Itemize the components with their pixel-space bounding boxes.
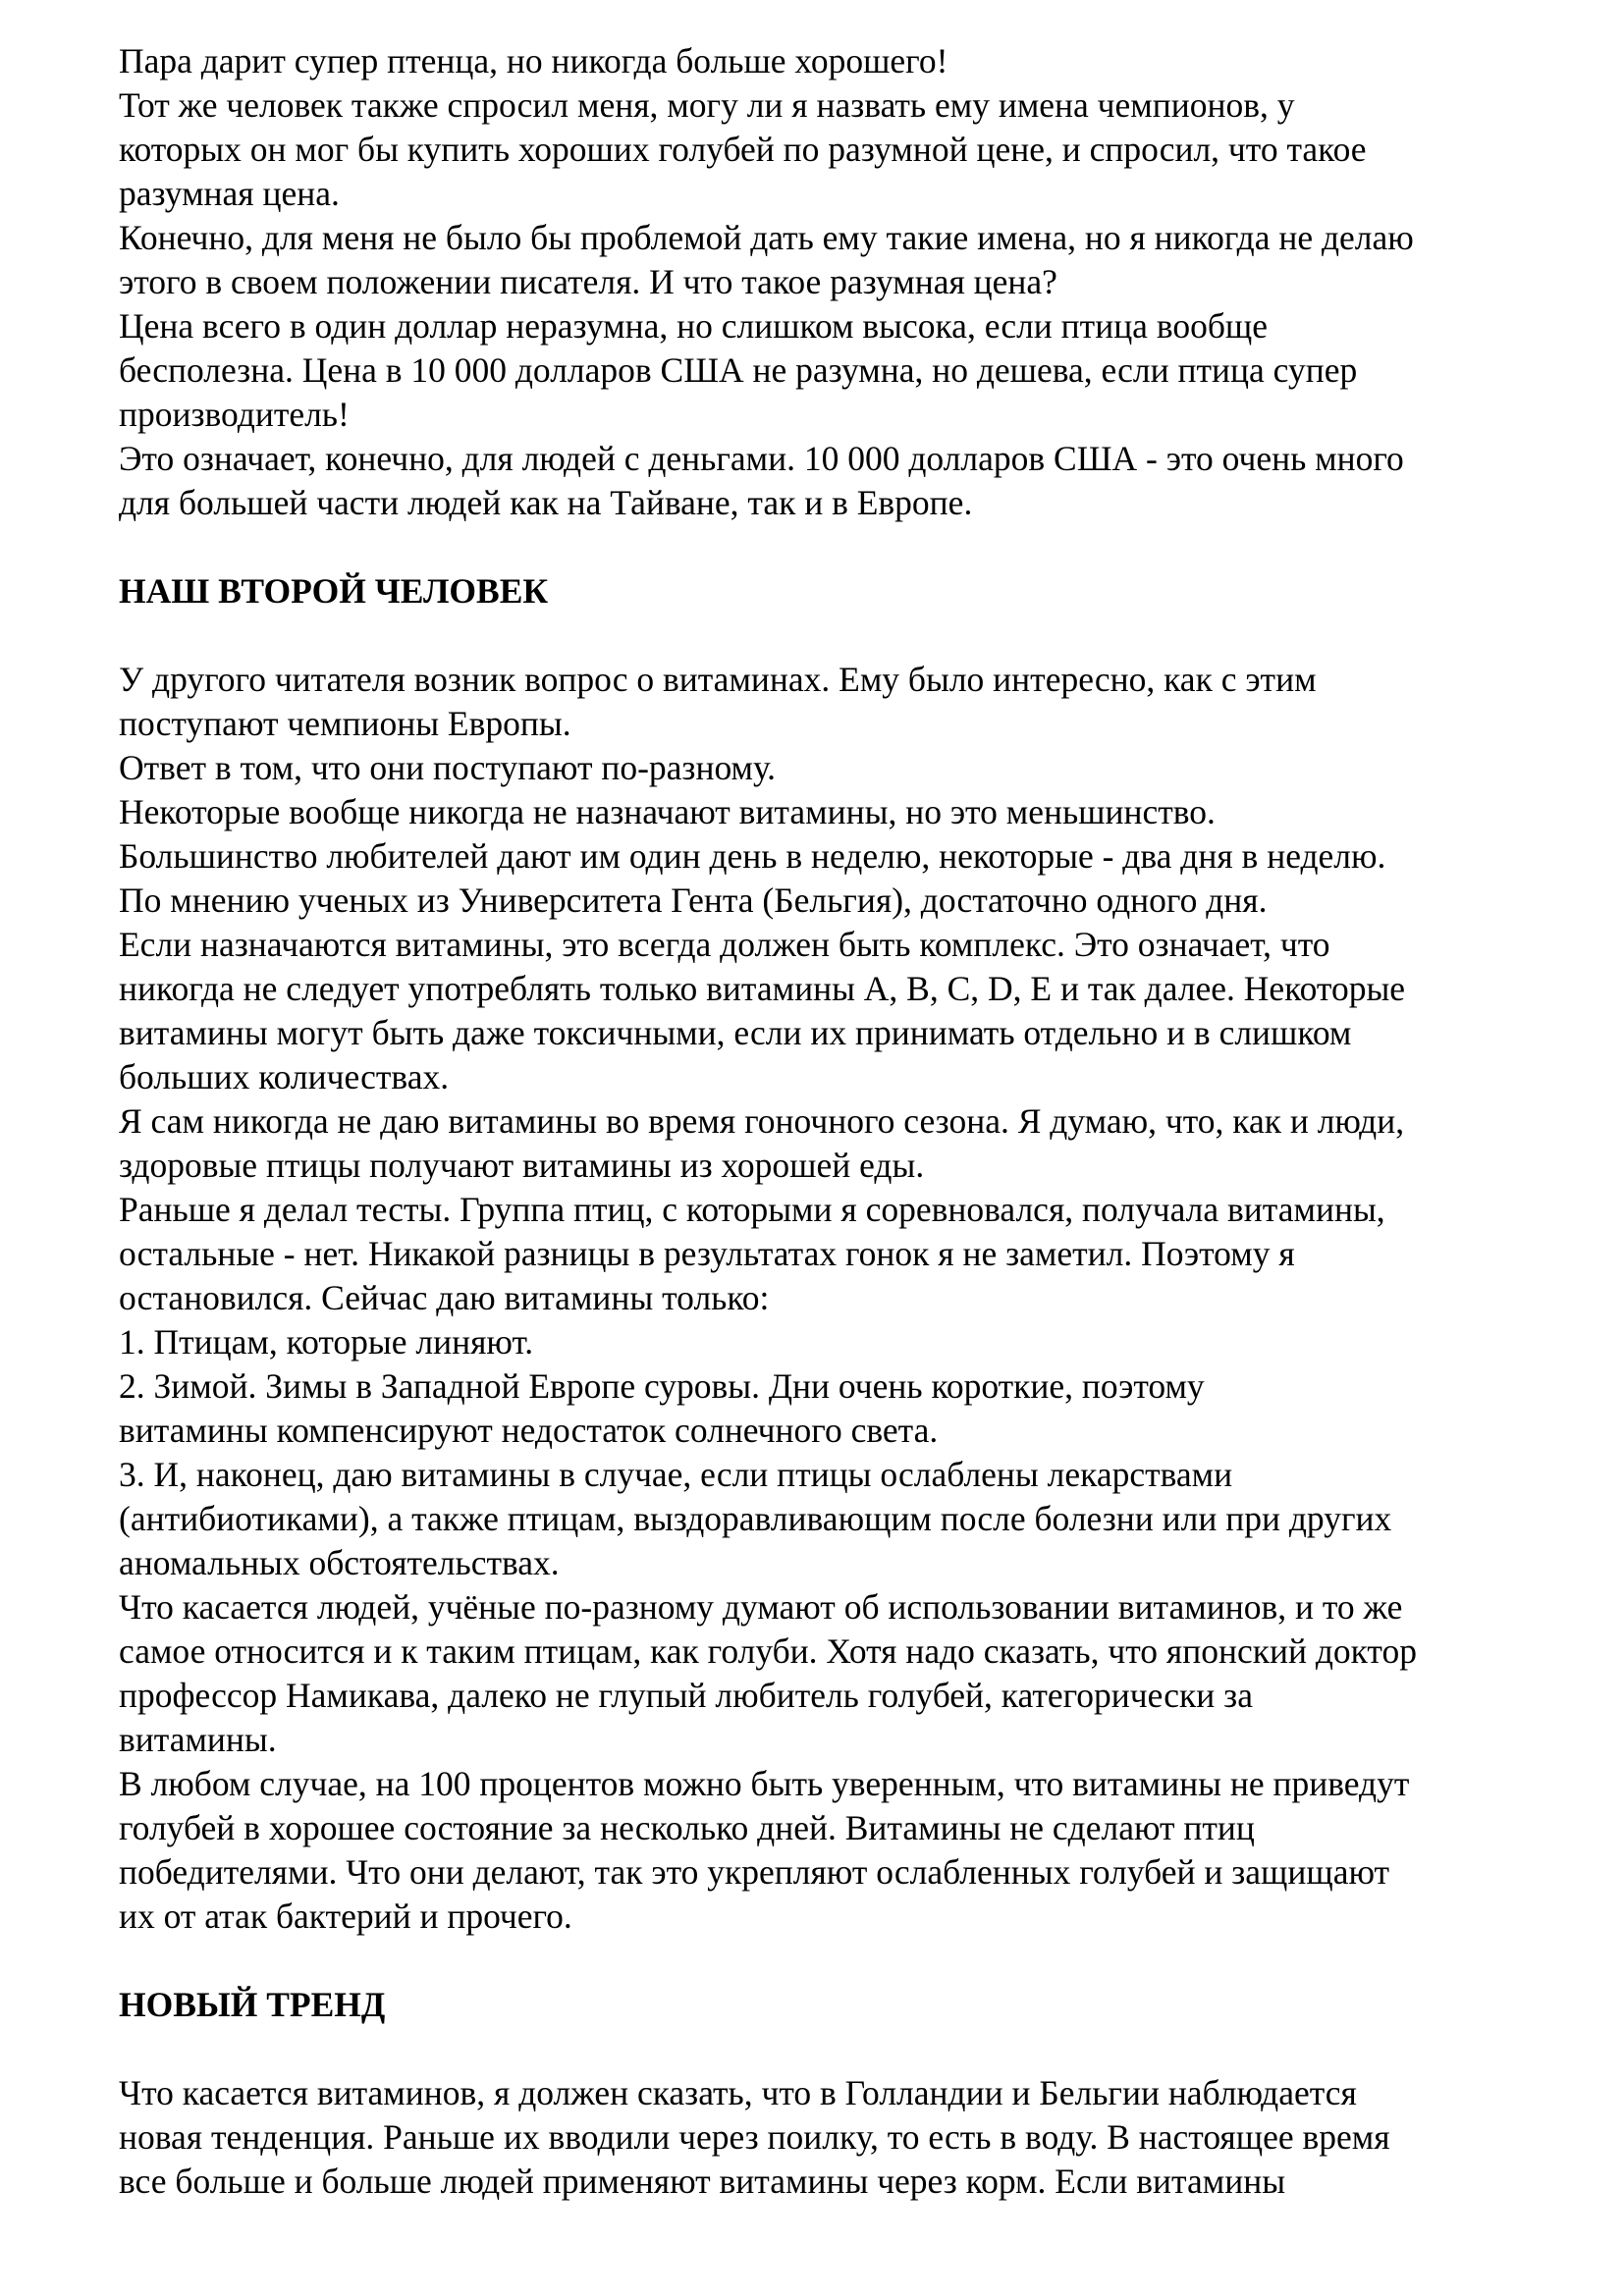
- text-line: Что касается людей, учёные по-разному думают об использовании витаминов, и то же: [119, 1587, 1403, 1627]
- text-line: Пара дарит супер птенца, но никогда больше хорошего!: [119, 41, 948, 80]
- text-line: профессор Намикава, далеко не глупый любитель голубей, категорически за: [119, 1676, 1253, 1715]
- text-line: Цена всего в один доллар неразумна, но слишком высока, если птица вообще: [119, 306, 1268, 346]
- text-line: витамины могут быть даже токсичными, если их принимать отдельно и в слишком: [119, 1013, 1352, 1052]
- text-line: все больше и больше людей применяют витамины через корм. Если витамины: [119, 2162, 1286, 2201]
- text-line: производитель!: [119, 395, 350, 434]
- text-line: В любом случае, на 100 процентов можно быть уверенным, что витамины не приведут: [119, 1764, 1410, 1803]
- section-heading-new-trend: НОВЫЙ ТРЕНД: [119, 1985, 386, 2024]
- text-line: Что касается витаминов, я должен сказать, что в Голландии и Бельгии наблюдается: [119, 2073, 1357, 2112]
- text-line: Большинство любителей дают им один день в неделю, некоторые - два дня в неделю.: [119, 836, 1386, 876]
- text-line: Ответ в том, что они поступают по-разному.: [119, 748, 777, 787]
- list-item: 3. И, наконец, даю витамины в случае, если птицы ослаблены лекарствами: [119, 1455, 1233, 1494]
- text-line: бесполезна. Цена в 10 000 долларов США не разумна, но дешева, если птица супер: [119, 350, 1358, 390]
- text-line: Тот же человек также спросил меня, могу ли я назвать ему имена чемпионов, у: [119, 85, 1295, 125]
- text-line: никогда не следует употреблять только витамины A, B, C, D, E и так далее. Некоторые: [119, 969, 1406, 1008]
- text-line: здоровые птицы получают витамины из хорошей еды.: [119, 1146, 925, 1185]
- text-line: самое относится и к таким птицам, как голуби. Хотя надо сказать, что японский доктор: [119, 1631, 1417, 1671]
- list-item: 2. Зимой. Зимы в Западной Европе суровы. Дни очень короткие, поэтому: [119, 1366, 1205, 1406]
- text-line: Это означает, конечно, для людей с деньгами. 10 000 долларов США - это очень много: [119, 439, 1404, 478]
- text-line: победителями. Что они делают, так это укрепляют ослабленных голубей и защищают: [119, 1852, 1390, 1892]
- text-line: остальные - нет. Никакой разницы в результатах гонок я не заметил. Поэтому я: [119, 1234, 1295, 1273]
- text-line: По мнению ученых из Университета Гента (Бельгия), достаточно одного дня.: [119, 881, 1268, 920]
- text-line: для большей части людей как на Тайване, так и в Европе.: [119, 483, 973, 522]
- text-line: аномальных обстоятельствах.: [119, 1543, 560, 1582]
- text-line: которых он мог бы купить хороших голубей по разумной цене, и спросил, что такое: [119, 130, 1367, 169]
- text-line: (антибиотиками), а также птицам, выздоравливающим после болезни или при других: [119, 1499, 1392, 1538]
- text-line: витамины.: [119, 1720, 277, 1759]
- text-line: Некоторые вообще никогда не назначают витамины, но это меньшинство.: [119, 792, 1216, 831]
- text-line: поступают чемпионы Европы.: [119, 704, 571, 743]
- paragraph-gap: [119, 1939, 1572, 1983]
- text-line: голубей в хорошее состояние за несколько дней. Витамины не сделают птиц: [119, 1808, 1255, 1847]
- text-line: их от атак бактерий и прочего.: [119, 1896, 572, 1936]
- text-line: У другого читателя возник вопрос о витаминах. Ему было интересно, как с этим: [119, 660, 1317, 699]
- text-line: остановился. Сейчас даю витамины только:: [119, 1278, 770, 1317]
- text-line: витамины компенсируют недостаток солнечного света.: [119, 1411, 939, 1450]
- section-heading-second-person: НАШ ВТОРОЙ ЧЕЛОВЕК: [119, 571, 549, 611]
- paragraph-gap: [119, 614, 1572, 658]
- list-item: 1. Птицам, которые линяют.: [119, 1322, 534, 1362]
- text-line: Если назначаются витамины, это всегда должен быть комплекс. Это означает, что: [119, 925, 1330, 964]
- section-3: [119, 2071, 1572, 2204]
- text-line: новая тенденция. Раньше их вводили через поилку, то есть в воду. В настоящее время: [119, 2117, 1390, 2157]
- text-line: больших количествах.: [119, 1057, 450, 1096]
- section-1: [119, 39, 1572, 525]
- text-line: Я сам никогда не даю витамины во время гоночного сезона. Я думаю, что, как и люди,: [119, 1101, 1405, 1141]
- text-line: Раньше я делал тесты. Группа птиц, с которыми я соревновался, получала витамины,: [119, 1190, 1385, 1229]
- paragraph-gap: [119, 2027, 1572, 2071]
- paragraph-gap: [119, 525, 1572, 569]
- text-line: этого в своем положении писателя. И что такое разумная цена?: [119, 262, 1057, 301]
- text-line: Конечно, для меня не было бы проблемой дать ему такие имена, но я никогда не делаю: [119, 218, 1414, 257]
- section-2: [119, 658, 1572, 1939]
- text-line: разумная цена.: [119, 174, 340, 213]
- document-page: [119, 39, 1572, 2204]
